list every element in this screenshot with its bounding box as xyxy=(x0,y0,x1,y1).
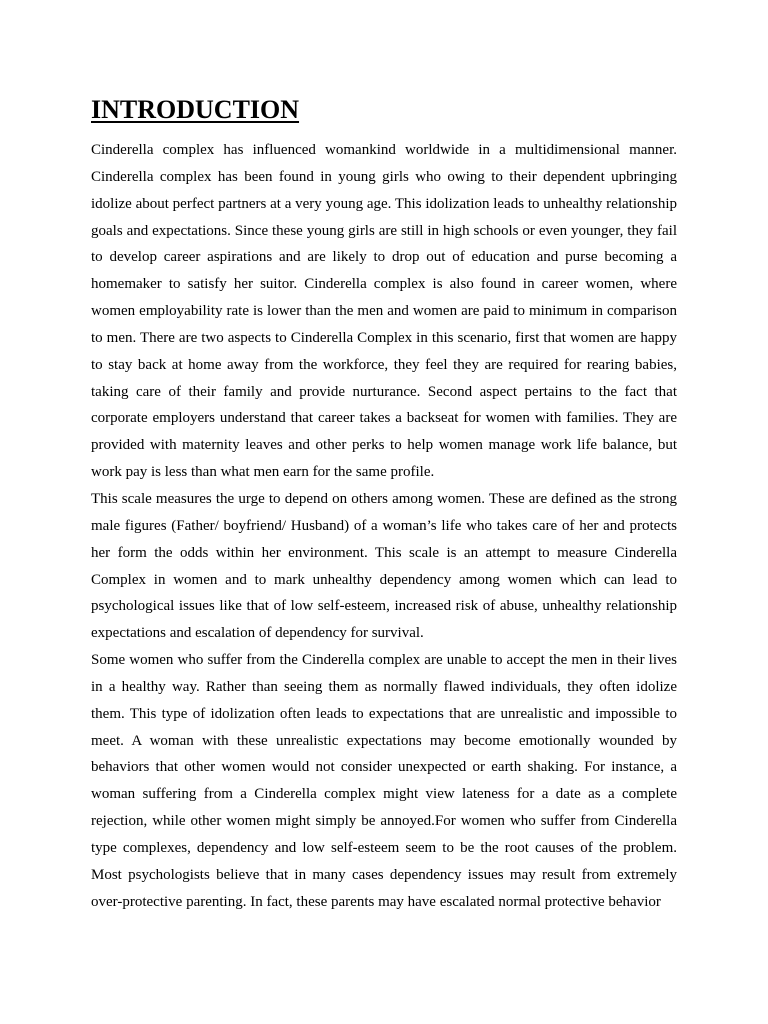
section-heading: INTRODUCTION xyxy=(91,95,300,124)
paragraph-1: Cinderella complex has influenced womankind worldwide in a multidimensional manner. Cinderella complex has been found in young girls who owing to their dependent upbringing idolize about perfect partners at a very young age. This idolization leads to unhealthy relationship goals and expectations. Since these young girls are still in high schools or even younger, they fail to develop career aspirations and are likely to drop out of education and purse becoming a homemaker to satisfy her suitor. Cinderella complex is also found in career women, where women employability rate is lower than the men and women are paid to minimum in comparison to men. There are two aspects to Cinderella Complex in this scenario, first that women are happy to stay back at home away from the workforce, they feel they are required for rearing babies, taking care of their family and provide nurturance. Second aspect pertains to the fact that corporate employers understand that career takes a backseat for women with families. They are provided with maternity leaves and other perks to help women manage work life balance, but work pay is less than what men earn for the same profile. xyxy=(91,142,677,481)
document-page xyxy=(91,94,677,915)
paragraph-3: Some women who suffer from the Cinderella complex are unable to accept the men in their lives in a healthy way. Rather than seeing them as normally flawed individuals, they often idolize them. This type of idolization often leads to expectations that are unrealistic and impossible to meet. A woman with these unrealistic expectations may become emotionally wounded by behaviors that other women would not consider unexpected or earth shaking. For instance, a woman suffering from a Cinderella complex might view lateness for a date as a complete rejection, while other women might simply be annoyed.For women who suffer from Cinderella type complexes, dependency and low self-esteem seem to be the root causes of the problem. Most psychologists believe that in many cases dependency issues may result from extremely over-protective parenting. In fact, these parents may have escalated normal protective behavior xyxy=(91,652,677,910)
paragraph-2: This scale measures the urge to depend on others among women. These are defined as the strong male figures (Father/ boyfriend/ Husband) of a woman’s life who takes care of her and protects her form the odds within her environment. This scale is an attempt to measure Cinderella Complex in women and to mark unhealthy dependency among women which can lead to psychological issues like that of low self-esteem, increased risk of abuse, unhealthy relationship expectations and escalation of dependency for survival. xyxy=(91,490,677,642)
